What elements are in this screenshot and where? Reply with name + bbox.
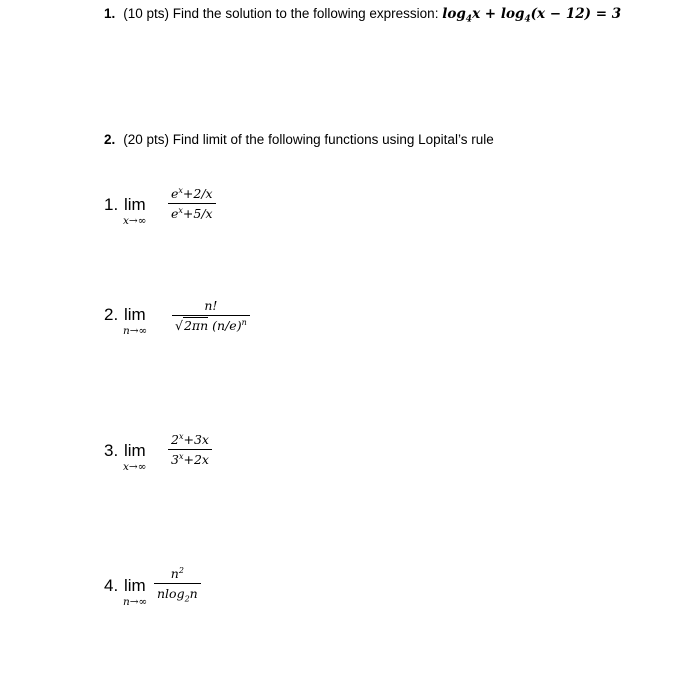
question-1 — [104, 6, 621, 25]
log-term-2: $\log_4(x - 12) = 3$ — [500, 6, 622, 25]
item-2-fraction — [172, 298, 250, 333]
question-1-expression — [442, 6, 622, 25]
item-2-denominator: √2πn $(n/e)^n$ — [175, 318, 247, 334]
limit-item-2 — [104, 298, 424, 346]
item-2-lim-subscript: n→∞ — [123, 325, 148, 337]
item-1-numerator: $e^x+2/x$ — [171, 186, 213, 202]
item-3-lim: lim — [124, 441, 146, 460]
item-3-fraction — [168, 432, 212, 467]
item-3-label: 3. — [104, 441, 119, 460]
item-4-fraction — [154, 566, 201, 604]
item-3-denominator: $3^x+2x$ — [171, 452, 209, 468]
item-1-lim-subscript: x→∞ — [123, 215, 147, 227]
item-1-denominator: $e^x+5/x$ — [171, 206, 213, 222]
limit-item-3 — [104, 432, 424, 480]
sqrt-symbol: √2πn — [175, 318, 209, 334]
item-3-numerator: $2^x+3x$ — [171, 432, 209, 448]
item-1-fraction — [168, 186, 216, 221]
item-2-label: 2. — [104, 305, 119, 324]
item-1-lim: lim — [124, 195, 146, 214]
limit-item-4 — [104, 566, 424, 614]
question-1-number: 1. — [104, 6, 116, 21]
item-4-lim: lim — [124, 576, 146, 595]
log-term-1: $\log_4x$ + — [442, 6, 497, 25]
item-2-numerator: n! — [204, 298, 218, 313]
item-2-lim: lim — [124, 305, 146, 324]
limit-item-1 — [104, 186, 424, 234]
item-4-denominator: nlog$_2$n — [157, 586, 198, 604]
item-3-lim-subscript: x→∞ — [123, 461, 147, 473]
question-2-text: (20 pts) Find limit of the following functions using Lopital’s rule — [123, 132, 494, 147]
item-1-label: 1. — [104, 195, 119, 214]
question-1-text: (10 pts) Find the solution to the following expression: — [123, 6, 439, 21]
item-4-numerator: $n^2$ — [170, 566, 184, 582]
item-4-lim-subscript: n→∞ — [123, 596, 148, 608]
question-2 — [104, 132, 494, 147]
item-4-label: 4. — [104, 576, 119, 595]
question-2-number: 2. — [104, 132, 116, 147]
